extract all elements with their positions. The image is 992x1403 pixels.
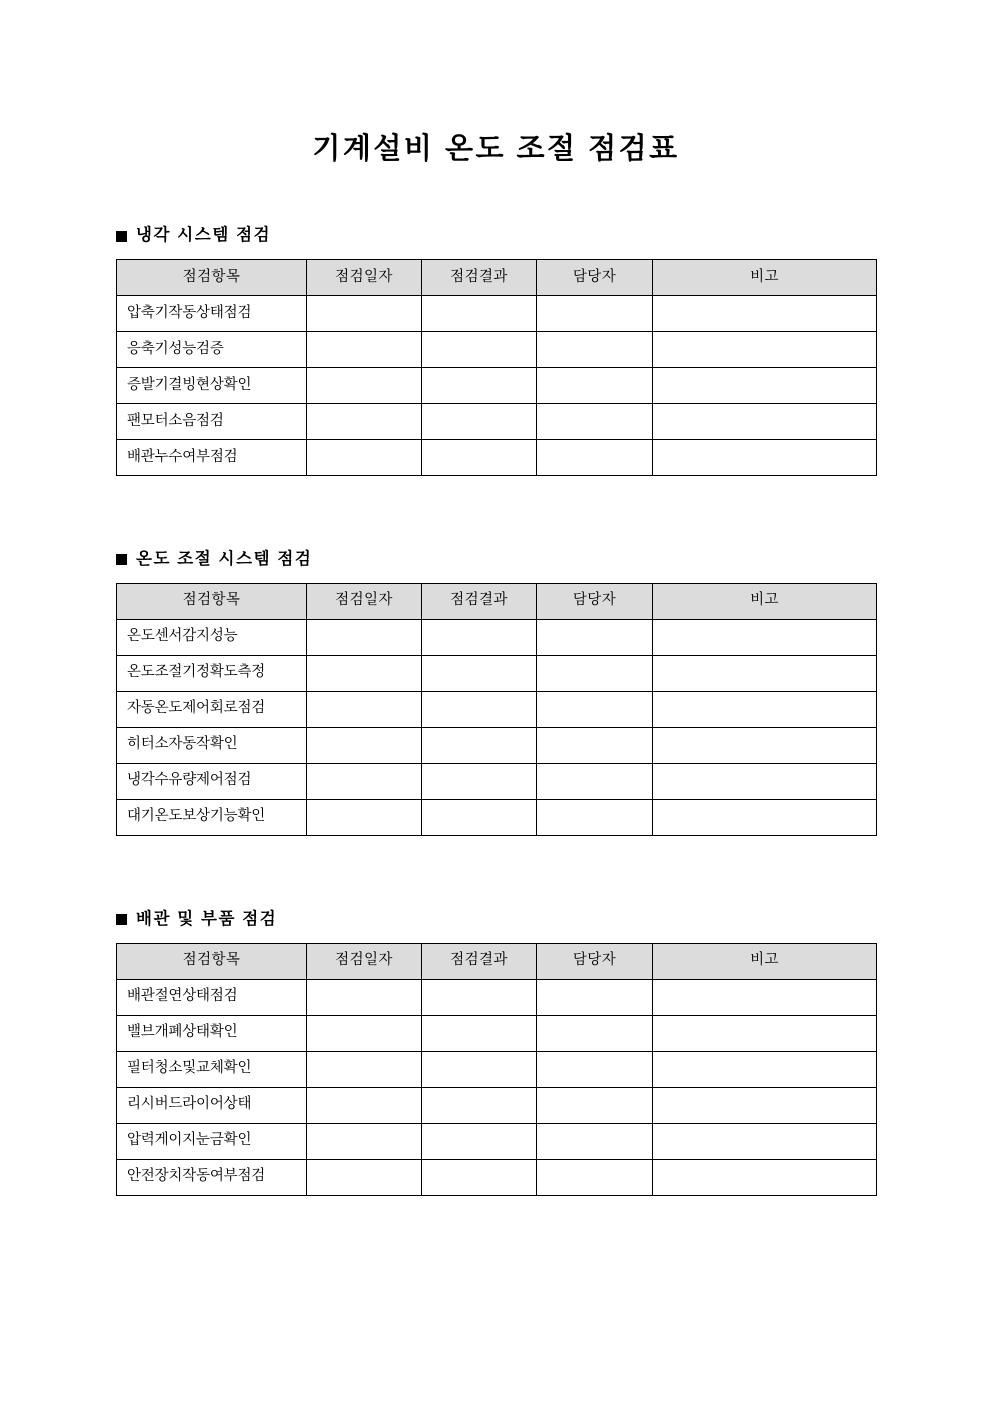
checklist-table bbox=[116, 583, 877, 836]
entry-cell-note[interactable] bbox=[653, 296, 877, 332]
entry-cell-note[interactable] bbox=[653, 1123, 877, 1159]
column-header: 비고 bbox=[653, 260, 877, 296]
entry-cell-result[interactable] bbox=[422, 691, 537, 727]
table-row bbox=[117, 332, 877, 368]
section-heading-label: 냉각 시스템 점검 bbox=[136, 226, 272, 245]
section-heading bbox=[116, 226, 876, 246]
section-heading bbox=[116, 910, 876, 930]
entry-cell-note[interactable] bbox=[653, 1087, 877, 1123]
entry-cell-owner[interactable] bbox=[537, 979, 653, 1015]
entry-cell-result[interactable] bbox=[422, 296, 537, 332]
entry-cell-date[interactable] bbox=[307, 332, 422, 368]
entry-cell-result[interactable] bbox=[422, 332, 537, 368]
entry-cell-owner[interactable] bbox=[537, 619, 653, 655]
entry-cell-date[interactable] bbox=[307, 1015, 422, 1051]
entry-cell-date[interactable] bbox=[307, 296, 422, 332]
column-header: 점검항목 bbox=[117, 583, 307, 619]
entry-cell-owner[interactable] bbox=[537, 1159, 653, 1195]
section-heading-label: 배관 및 부품 점검 bbox=[136, 909, 278, 928]
entry-cell-date[interactable] bbox=[307, 979, 422, 1015]
entry-cell-owner[interactable] bbox=[537, 404, 653, 440]
entry-cell-owner[interactable] bbox=[537, 799, 653, 835]
entry-cell-owner[interactable] bbox=[537, 727, 653, 763]
inspection-item-label: 필터청소및교체확인 bbox=[117, 1051, 307, 1087]
entry-cell-result[interactable] bbox=[422, 1087, 537, 1123]
column-header: 점검일자 bbox=[307, 583, 422, 619]
entry-cell-note[interactable] bbox=[653, 1015, 877, 1051]
column-header: 점검일자 bbox=[307, 260, 422, 296]
table-row bbox=[117, 619, 877, 655]
entry-cell-note[interactable] bbox=[653, 1051, 877, 1087]
inspection-item-label: 배관누수여부점검 bbox=[117, 440, 307, 476]
checklist-table bbox=[116, 943, 877, 1196]
entry-cell-date[interactable] bbox=[307, 1159, 422, 1195]
inspection-item-label: 리시버드라이어상태 bbox=[117, 1087, 307, 1123]
table-row bbox=[117, 404, 877, 440]
entry-cell-result[interactable] bbox=[422, 763, 537, 799]
section-heading-label: 온도 조절 시스템 점검 bbox=[136, 550, 313, 569]
column-header: 점검결과 bbox=[422, 583, 537, 619]
entry-cell-owner[interactable] bbox=[537, 332, 653, 368]
inspection-item-label: 온도조절기정확도측정 bbox=[117, 655, 307, 691]
entry-cell-result[interactable] bbox=[422, 1015, 537, 1051]
entry-cell-owner[interactable] bbox=[537, 368, 653, 404]
inspection-item-label: 히터소자동작확인 bbox=[117, 727, 307, 763]
table-row bbox=[117, 296, 877, 332]
entry-cell-result[interactable] bbox=[422, 655, 537, 691]
column-header: 비고 bbox=[653, 943, 877, 979]
entry-cell-note[interactable] bbox=[653, 332, 877, 368]
entry-cell-date[interactable] bbox=[307, 619, 422, 655]
entry-cell-date[interactable] bbox=[307, 1087, 422, 1123]
entry-cell-date[interactable] bbox=[307, 655, 422, 691]
entry-cell-result[interactable] bbox=[422, 368, 537, 404]
column-header: 담당자 bbox=[537, 583, 653, 619]
entry-cell-date[interactable] bbox=[307, 763, 422, 799]
table-row bbox=[117, 763, 877, 799]
entry-cell-owner[interactable] bbox=[537, 655, 653, 691]
entry-cell-date[interactable] bbox=[307, 1123, 422, 1159]
entry-cell-owner[interactable] bbox=[537, 1087, 653, 1123]
table-row bbox=[117, 727, 877, 763]
column-header: 점검결과 bbox=[422, 943, 537, 979]
entry-cell-result[interactable] bbox=[422, 1123, 537, 1159]
table-row bbox=[117, 655, 877, 691]
entry-cell-owner[interactable] bbox=[537, 1015, 653, 1051]
entry-cell-note[interactable] bbox=[653, 404, 877, 440]
entry-cell-result[interactable] bbox=[422, 1051, 537, 1087]
table-row bbox=[117, 1051, 877, 1087]
entry-cell-date[interactable] bbox=[307, 440, 422, 476]
entry-cell-owner[interactable] bbox=[537, 1051, 653, 1087]
table-row bbox=[117, 1123, 877, 1159]
inspection-item-label: 안전장치작동여부점검 bbox=[117, 1159, 307, 1195]
square-bullet-icon bbox=[116, 554, 127, 565]
entry-cell-date[interactable] bbox=[307, 727, 422, 763]
table-row bbox=[117, 979, 877, 1015]
table-row bbox=[117, 1159, 877, 1195]
column-header: 점검일자 bbox=[307, 943, 422, 979]
document-body bbox=[0, 167, 992, 1195]
entry-cell-note[interactable] bbox=[653, 655, 877, 691]
entry-cell-owner[interactable] bbox=[537, 1123, 653, 1159]
inspection-item-label: 대기온도보상기능확인 bbox=[117, 799, 307, 835]
inspection-item-label: 밸브개폐상태확인 bbox=[117, 1015, 307, 1051]
section-heading bbox=[116, 550, 876, 570]
table-row bbox=[117, 1015, 877, 1051]
entry-cell-date[interactable] bbox=[307, 404, 422, 440]
table-row bbox=[117, 368, 877, 404]
table-row bbox=[117, 691, 877, 727]
entry-cell-result[interactable] bbox=[422, 619, 537, 655]
entry-cell-result[interactable] bbox=[422, 727, 537, 763]
inspection-item-label: 증발기결빙현상확인 bbox=[117, 368, 307, 404]
entry-cell-note[interactable] bbox=[653, 799, 877, 835]
entry-cell-result[interactable] bbox=[422, 1159, 537, 1195]
column-header: 비고 bbox=[653, 583, 877, 619]
page-title: 기계설비 온도 조절 점검표 bbox=[312, 133, 680, 165]
table-row bbox=[117, 1087, 877, 1123]
entry-cell-note[interactable] bbox=[653, 440, 877, 476]
entry-cell-note[interactable] bbox=[653, 691, 877, 727]
entry-cell-result[interactable] bbox=[422, 799, 537, 835]
checklist-section bbox=[116, 910, 876, 1196]
inspection-item-label: 온도센서감지성능 bbox=[117, 619, 307, 655]
column-header: 점검항목 bbox=[117, 260, 307, 296]
column-header: 점검항목 bbox=[117, 943, 307, 979]
checklist-section bbox=[116, 550, 876, 836]
entry-cell-note[interactable] bbox=[653, 727, 877, 763]
entry-cell-owner[interactable] bbox=[537, 440, 653, 476]
entry-cell-note[interactable] bbox=[653, 368, 877, 404]
checklist-section bbox=[116, 226, 876, 476]
inspection-item-label: 냉각수유량제어점검 bbox=[117, 763, 307, 799]
entry-cell-date[interactable] bbox=[307, 799, 422, 835]
inspection-item-label: 팬모터소음점검 bbox=[117, 404, 307, 440]
inspection-item-label: 배관절연상태점검 bbox=[117, 979, 307, 1015]
entry-cell-owner[interactable] bbox=[537, 763, 653, 799]
entry-cell-date[interactable] bbox=[307, 1051, 422, 1087]
column-header: 담당자 bbox=[537, 260, 653, 296]
entry-cell-owner[interactable] bbox=[537, 296, 653, 332]
entry-cell-result[interactable] bbox=[422, 404, 537, 440]
table-header-row bbox=[117, 943, 877, 979]
table-row bbox=[117, 799, 877, 835]
entry-cell-note[interactable] bbox=[653, 1159, 877, 1195]
entry-cell-date[interactable] bbox=[307, 368, 422, 404]
entry-cell-date[interactable] bbox=[307, 691, 422, 727]
inspection-item-label: 자동온도제어회로점검 bbox=[117, 691, 307, 727]
column-header: 점검결과 bbox=[422, 260, 537, 296]
entry-cell-note[interactable] bbox=[653, 763, 877, 799]
square-bullet-icon bbox=[116, 231, 127, 242]
entry-cell-owner[interactable] bbox=[537, 691, 653, 727]
entry-cell-result[interactable] bbox=[422, 979, 537, 1015]
entry-cell-note[interactable] bbox=[653, 979, 877, 1015]
entry-cell-note[interactable] bbox=[653, 619, 877, 655]
column-header: 담당자 bbox=[537, 943, 653, 979]
table-header-row bbox=[117, 260, 877, 296]
square-bullet-icon bbox=[116, 914, 127, 925]
checklist-table bbox=[116, 259, 877, 476]
table-header-row bbox=[117, 583, 877, 619]
inspection-item-label: 압력게이지눈금확인 bbox=[117, 1123, 307, 1159]
inspection-item-label: 응축기성능검증 bbox=[117, 332, 307, 368]
inspection-item-label: 압축기작동상태점검 bbox=[117, 296, 307, 332]
entry-cell-result[interactable] bbox=[422, 440, 537, 476]
table-row bbox=[117, 440, 877, 476]
